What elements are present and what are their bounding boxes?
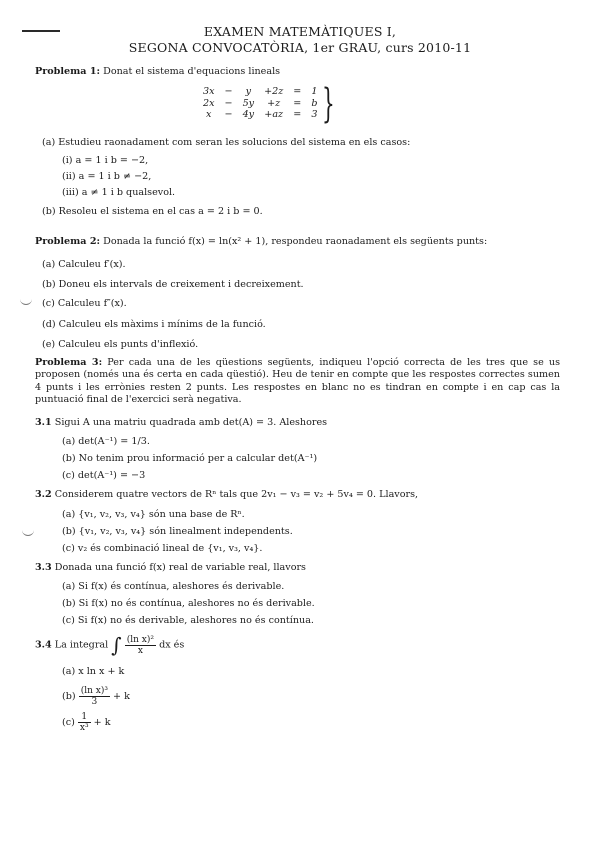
question-number: 3.4 <box>35 639 52 651</box>
equation-row <box>198 109 323 121</box>
pencil-tick-mark <box>22 527 34 536</box>
eq-term: +2z <box>264 86 284 97</box>
fraction-numerator: 1 <box>78 712 91 723</box>
question-number: 3.3 <box>35 562 52 573</box>
integrand-fraction <box>125 635 156 656</box>
fraction-denominator: x <box>137 645 143 656</box>
eq-term: +z <box>267 97 281 109</box>
problem-3-instructions: Per cada una de les qüestions següents, indiqueu l'opció correcta de les tres que se us proposen (només una és certa en cada qüestió). Heu de tenir en compte que les respostes correctes sumen 4 punts i les errònies resten 2 punts. Les respostes en blanc no es tindran en compte i en cap cas la puntuació final de l'exercici serà negativa. <box>35 357 560 405</box>
q3-1-option-a: (a) det(A⁻¹) = 1/3. <box>62 436 150 447</box>
q3-4-option-a: (a) x ln x + k <box>62 666 125 677</box>
question-text: Sigui A una matriu quadrada amb det(A) = 3. Aleshores <box>54 417 328 428</box>
equation-system <box>198 86 323 121</box>
eq-term: − <box>224 109 233 120</box>
p1-item-a-ii: (ii) a = 1 i b ≠ −2, <box>62 171 152 182</box>
problem-1-intro: Donat el sistema d'equacions lineals <box>103 66 281 77</box>
p2-item-e: (e) Calculeu els punts d'inflexió. <box>42 339 199 350</box>
eq-term: = <box>293 97 302 109</box>
eq-term: 5y <box>242 97 255 109</box>
eq-term: y <box>245 86 252 97</box>
q3-1-option-b: (b) No tenim prou informació per a calcular det(A⁻¹) <box>62 453 318 464</box>
integral-sign: ∫ <box>111 633 122 657</box>
p1-item-a-iii: (iii) a ≠ 1 i b qualsevol. <box>62 187 176 198</box>
question-text: Donada una funció f(x) real de variable real, llavors <box>54 562 306 573</box>
option-tail: + k <box>113 691 130 702</box>
problem-2-heading <box>35 236 487 248</box>
q3-2-option-a: (a) {v₁, v₂, v₃, v₄} són una base de Rⁿ. <box>62 509 245 520</box>
p1-item-b: (b) Resoleu el sistema en el cas a = 2 i b = 0. <box>42 206 263 217</box>
question-3-4 <box>35 634 184 657</box>
eq-term: 1 <box>311 86 318 97</box>
equation-row <box>198 86 323 98</box>
q3-2-option-c: (c) v₂ és combinació lineal de {v₁, v₃, v₄}. <box>62 543 263 554</box>
option-label: (b) <box>62 691 76 702</box>
q3-3-option-b: (b) Si f(x) no és contínua, aleshores no és derivable. <box>62 598 315 609</box>
option-tail: + k <box>93 717 111 728</box>
p2-item-c: (c) Calculeu f″(x). <box>42 298 127 309</box>
eq-term: x <box>206 109 212 120</box>
eq-term: − <box>224 97 233 109</box>
option-fraction <box>78 712 91 733</box>
q3-3-option-c: (c) Si f(x) no és derivable, aleshores no és contínua. <box>62 615 314 626</box>
q3-4-option-b <box>62 686 130 708</box>
question-text: La integral <box>54 639 109 651</box>
pencil-tick-mark <box>20 296 32 305</box>
p1-item-a-i: (i) a = 1 i b = −2, <box>62 155 149 166</box>
eq-term: 3x <box>203 86 215 97</box>
question-3-3 <box>35 562 306 574</box>
eq-term: b <box>311 97 318 109</box>
fraction-denominator: 3 <box>91 697 98 707</box>
question-number: 3.2 <box>35 489 52 500</box>
problem-2-intro: Donada la funció f(x) = ln(x² + 1), respondeu raonadament els següents punts: <box>103 236 488 247</box>
right-brace-icon: } <box>322 81 335 127</box>
q3-4-option-c <box>62 712 111 734</box>
question-3-1 <box>35 417 327 429</box>
question-3-2 <box>35 489 418 501</box>
eq-term: 4y <box>242 109 255 120</box>
q3-3-option-a: (a) Si f(x) és contínua, aleshores és derivable. <box>62 581 285 592</box>
problem-3-intro <box>35 357 560 406</box>
question-number: 3.1 <box>35 417 52 428</box>
problem-1-label: Problema 1: <box>35 66 101 77</box>
problem-1-heading <box>35 66 280 78</box>
p2-item-b: (b) Doneu els intervals de creixement i decreixement. <box>42 279 304 290</box>
exam-title: EXAMEN MATEMÀTIQUES I, <box>203 24 397 39</box>
question-text-tail: dx és <box>159 639 185 651</box>
option-fraction <box>79 686 110 707</box>
eq-term: − <box>224 86 233 97</box>
q3-2-option-b: (b) {v₁, v₂, v₃, v₄} són linealment independents. <box>62 526 293 537</box>
p2-item-d: (d) Calculeu els màxims i mínims de la funció. <box>42 319 266 330</box>
fraction-numerator: (ln x)² <box>126 634 154 645</box>
problem-3-label: Problema 3: <box>35 357 103 368</box>
p1-item-a: (a) Estudieu raonadament com seran les solucions del sistema en els casos: <box>42 137 411 148</box>
question-text: Considerem quatre vectors de Rⁿ tals que 2v₁ − v₃ = v₂ + 5v₄ = 0. Llavors, <box>54 489 419 500</box>
eq-term: = <box>293 109 302 120</box>
eq-term: = <box>293 86 302 97</box>
scan-mark <box>22 30 60 32</box>
q3-1-option-c: (c) det(A⁻¹) = −3 <box>62 470 146 481</box>
option-label: (c) <box>62 717 75 728</box>
eq-term: +az <box>264 109 284 120</box>
equation-row <box>198 98 323 110</box>
eq-term: 2x <box>203 97 215 109</box>
fraction-numerator: (ln x)³ <box>80 686 108 696</box>
problem-2-label: Problema 2: <box>35 236 101 247</box>
exam-subtitle: SEGONA CONVOCATÒRIA, 1er GRAU, curs 2010-11 <box>128 40 472 55</box>
eq-term: 3 <box>311 109 318 120</box>
p2-item-a: (a) Calculeu f′(x). <box>42 259 126 270</box>
fraction-denominator: x³ <box>79 723 89 733</box>
